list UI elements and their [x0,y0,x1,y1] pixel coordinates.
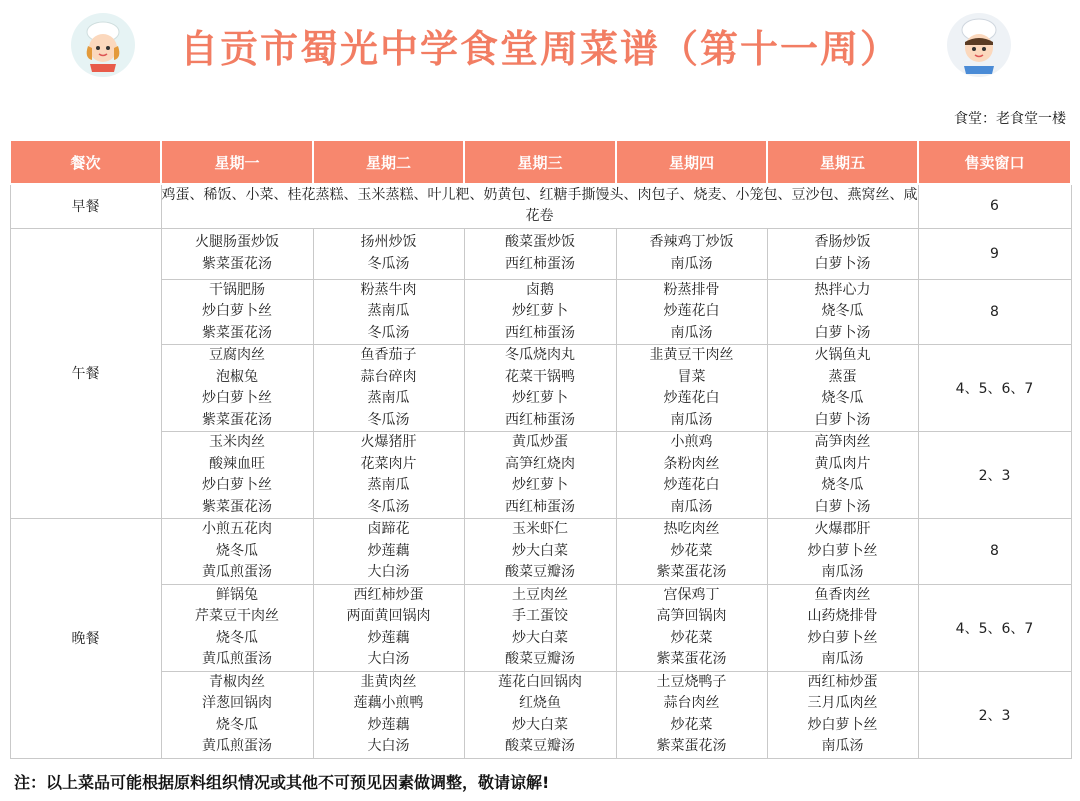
column-header: 星期二 [313,140,464,184]
dish-item: 小煎五花肉 [202,521,272,537]
dish-item: 条粉肉丝 [663,455,720,472]
dish-item: 炒花菜 [670,629,713,646]
day-dishes-cell [767,432,918,519]
dish-item: 炒红萝卜 [512,390,568,406]
dish-item: 青椒肉丝 [209,673,265,690]
dish-item: 冬瓜汤 [367,255,410,272]
dish-item: 蒸南瓜 [367,477,410,493]
dish-item: 鱼香茄子 [360,347,417,363]
day-dishes-cell [616,228,767,279]
dish-item: 白萝卜汤 [814,324,871,341]
dish-item: 干锅肥肠 [209,281,265,298]
day-dishes-cell [767,671,918,758]
dish-item: 炒大白菜 [512,716,568,733]
dish-item: 蒸南瓜 [367,390,410,406]
dish-item: 白萝卜汤 [814,411,871,428]
table-body [10,184,1071,758]
day-dishes-cell [767,345,918,432]
dish-item: 蒜台肉丝 [663,695,720,711]
dish-item: 土豆肉丝 [512,586,568,603]
dish-item: 土豆烧鸭子 [656,673,727,690]
dish-item: 炒白萝卜丝 [807,716,878,733]
day-dishes-cell [464,584,616,671]
dish-item: 卤蹄花 [367,521,410,537]
dish-item: 黄瓜炒蛋 [512,434,568,450]
dish-item: 粉蒸牛肉 [360,281,417,298]
dinner-row [10,584,1071,671]
table-header-row [10,140,1071,184]
dish-item: 冬瓜汤 [367,498,410,515]
dish-item: 西红柿蛋汤 [505,255,575,272]
dish-item: 大白汤 [367,564,410,580]
dish-item: 南瓜汤 [670,411,713,428]
dish-item: 炒红萝卜 [512,303,568,319]
day-dishes-cell [313,228,464,279]
dinner-row [10,519,1071,585]
lunch-row [10,432,1071,519]
dish-item: 莲藕小煎鸭 [353,695,424,711]
dish-item: 黄瓜煎蛋汤 [202,651,272,667]
dish-item: 花菜肉片 [360,455,417,472]
dish-item: 炒莲花白 [663,390,720,406]
dish-item: 炒大白菜 [512,629,568,646]
dish-item: 烧冬瓜 [821,390,864,406]
dish-item: 高笋回锅肉 [656,608,727,624]
day-dishes-cell [313,584,464,671]
dish-item: 炒莲藕 [367,542,410,559]
dish-item: 莲花白回锅肉 [498,673,582,690]
lunch-row [10,279,1071,345]
dish-item: 豆腐肉丝 [209,347,265,363]
dish-item: 炒花菜 [670,716,713,733]
dish-item: 冬瓜汤 [367,411,410,428]
dish-item: 炒莲藕 [367,716,410,733]
dinner-row [10,671,1071,758]
meal-label: 午餐 [10,228,161,519]
column-header: 售卖窗口 [918,140,1071,184]
dish-item: 紫菜蛋花汤 [656,651,727,667]
day-dishes-cell [616,279,767,345]
dish-item: 酸菜蛋炒饭 [505,234,575,250]
breakfast-row [10,184,1071,228]
dish-item: 紫菜蛋花汤 [202,255,272,272]
dish-item: 韭黄肉丝 [360,673,417,690]
dish-item: 南瓜汤 [670,255,713,272]
dish-item: 西红柿蛋汤 [505,324,575,341]
dish-item: 紫菜蛋花汤 [202,411,272,428]
day-dishes-cell [161,279,313,345]
dish-item: 山药烧排骨 [807,608,878,624]
day-dishes-cell [313,519,464,585]
dish-item: 蒸蛋 [828,368,857,385]
day-dishes-cell [616,671,767,758]
dish-item: 泡椒兔 [216,368,258,385]
dish-item: 炒白萝卜丝 [807,629,878,646]
dish-item: 烧冬瓜 [216,629,258,646]
dish-item: 两面黄回锅肉 [346,608,431,624]
dish-item: 西红柿炒蛋 [807,673,878,690]
dish-item: 扬州炒饭 [360,234,417,250]
dish-item: 黄瓜煎蛋汤 [202,738,272,754]
day-dishes-cell [161,432,313,519]
dish-item: 酸菜豆瓣汤 [505,651,575,667]
day-dishes-cell [161,345,313,432]
dish-item: 白萝卜汤 [814,498,871,515]
dish-item: 黄瓜煎蛋汤 [202,564,272,580]
dish-item: 高笋红烧肉 [505,455,575,472]
dish-item: 紫菜蛋花汤 [202,324,272,341]
dish-item: 红烧鱼 [519,695,561,711]
day-dishes-cell [464,345,616,432]
dish-item: 手工蛋饺 [512,608,568,624]
dish-item: 火爆猪肝 [360,434,417,450]
day-dishes-cell [464,671,616,758]
dish-item: 炒莲花白 [663,477,720,493]
day-dishes-cell [767,519,918,585]
dish-item: 韭黄豆干肉丝 [649,347,734,363]
day-dishes-cell [161,228,313,279]
canteen-location: 食堂：老食堂一楼 [954,111,1066,127]
dish-item: 烧冬瓜 [216,716,258,733]
column-header: 星期五 [767,140,918,184]
column-header: 星期一 [161,140,313,184]
day-dishes-cell [161,519,313,585]
chef-boy-mascot-icon [946,12,1012,78]
dish-item: 蒸南瓜 [367,303,410,319]
meal-label: 早餐 [10,184,161,228]
dish-item: 南瓜汤 [821,651,864,667]
dish-item: 热吃肉丝 [663,521,720,537]
dish-item: 酸辣血旺 [209,455,265,472]
dish-item: 玉米虾仁 [512,521,568,537]
lunch-row [10,228,1071,279]
window-number: 6 [918,184,1071,228]
day-dishes-cell [767,279,918,345]
dish-item: 烧冬瓜 [821,303,864,319]
day-dishes-cell [616,432,767,519]
dish-item: 鱼香肉丝 [814,586,871,603]
day-dishes-cell [161,671,313,758]
dish-item: 西红柿蛋汤 [505,411,575,428]
dish-item: 紫菜蛋花汤 [656,738,727,754]
day-dishes-cell [616,519,767,585]
dish-item: 小煎鸡 [670,434,713,450]
dish-item: 火腿肠蛋炒饭 [195,234,279,250]
page-title: 自贡市蜀光中学食堂周菜谱（第十一周） [179,27,900,71]
dish-item: 火爆郡肝 [814,521,871,537]
column-header: 星期四 [616,140,767,184]
window-number: 9 [918,228,1071,279]
dish-item: 炒大白菜 [512,542,568,559]
day-dishes-cell [161,584,313,671]
day-dishes-cell [313,432,464,519]
dish-item: 高笋肉丝 [814,434,871,450]
day-dishes-cell [767,584,918,671]
dish-item: 冒菜 [677,368,706,385]
dish-item: 玉米肉丝 [209,434,265,450]
dish-item: 炒白萝卜丝 [202,477,272,493]
window-number: 2、3 [918,432,1071,519]
dish-item: 冬瓜烧肉丸 [505,347,575,363]
dish-item: 炒莲花白 [663,303,720,319]
dish-item: 宫保鸡丁 [663,586,720,603]
dish-item: 西红柿炒蛋 [353,586,424,603]
window-number: 2、3 [918,671,1071,758]
dish-item: 香肠炒饭 [814,234,871,250]
dish-item: 冬瓜汤 [367,324,410,341]
dish-item: 黄瓜肉片 [814,455,871,472]
dish-item: 炒红萝卜 [512,477,568,493]
day-dishes-cell [616,584,767,671]
day-dishes-cell [464,279,616,345]
dish-item: 热拌心力 [814,281,871,298]
dish-item: 炒莲藕 [367,629,410,646]
dish-item: 炒白萝卜丝 [202,303,272,319]
dish-item: 洋葱回锅肉 [202,695,272,711]
column-header: 星期三 [464,140,616,184]
weekly-menu-table [9,139,1072,759]
dish-item: 炒白萝卜丝 [202,390,272,406]
dish-item: 芹菜豆干肉丝 [195,608,279,624]
day-dishes-cell [464,432,616,519]
column-header: 餐次 [10,140,161,184]
day-dishes-cell [464,228,616,279]
dish-item: 火锅鱼丸 [814,347,871,363]
dish-item: 花菜干锅鸭 [505,368,575,385]
window-number: 8 [918,279,1071,345]
page-header [0,0,1080,100]
meal-label: 晚餐 [10,519,161,759]
dish-item: 南瓜汤 [821,564,864,580]
dish-item: 烧冬瓜 [821,477,864,493]
dish-item: 卤鹅 [526,281,554,298]
dish-item: 蒜台碎肉 [360,368,417,385]
dish-item: 大白汤 [367,738,410,754]
window-number: 8 [918,519,1071,585]
dish-item: 紫菜蛋花汤 [202,498,272,515]
dish-item: 炒白萝卜丝 [807,542,878,559]
day-dishes-cell [464,519,616,585]
window-number: 4、5、6、7 [918,345,1071,432]
breakfast-items: 鸡蛋、稀饭、小菜、桂花蒸糕、玉米蒸糕、叶儿粑、奶黄包、红糖手撕馒头、肉包子、烧麦、小笼包、豆沙包、燕窝丝、咸花卷 [161,184,918,228]
day-dishes-cell [767,228,918,279]
dish-item: 香辣鸡丁炒饭 [649,234,734,250]
dish-item: 酸菜豆瓣汤 [505,738,575,754]
lunch-row [10,345,1071,432]
dish-item: 鲜锅兔 [216,586,258,603]
window-number: 4、5、6、7 [918,584,1071,671]
dish-item: 南瓜汤 [670,498,713,515]
dish-item: 南瓜汤 [670,324,713,341]
day-dishes-cell [313,279,464,345]
day-dishes-cell [313,345,464,432]
dish-item: 烧冬瓜 [216,542,258,559]
dish-item: 紫菜蛋花汤 [656,564,727,580]
dish-item: 粉蒸排骨 [663,281,720,298]
dish-item: 酸菜豆瓣汤 [505,564,575,580]
dish-item: 大白汤 [367,651,410,667]
dish-item: 白萝卜汤 [814,255,871,272]
day-dishes-cell [616,345,767,432]
adjustment-note: 注：以上菜品可能根据原料组织情况或其他不可预见因素做调整，敬请谅解! [14,773,550,792]
dish-item: 炒花菜 [670,542,713,559]
dish-item: 三月瓜肉丝 [807,695,878,711]
day-dishes-cell [313,671,464,758]
dish-item: 西红柿蛋汤 [505,498,575,515]
dish-item: 南瓜汤 [821,738,864,754]
